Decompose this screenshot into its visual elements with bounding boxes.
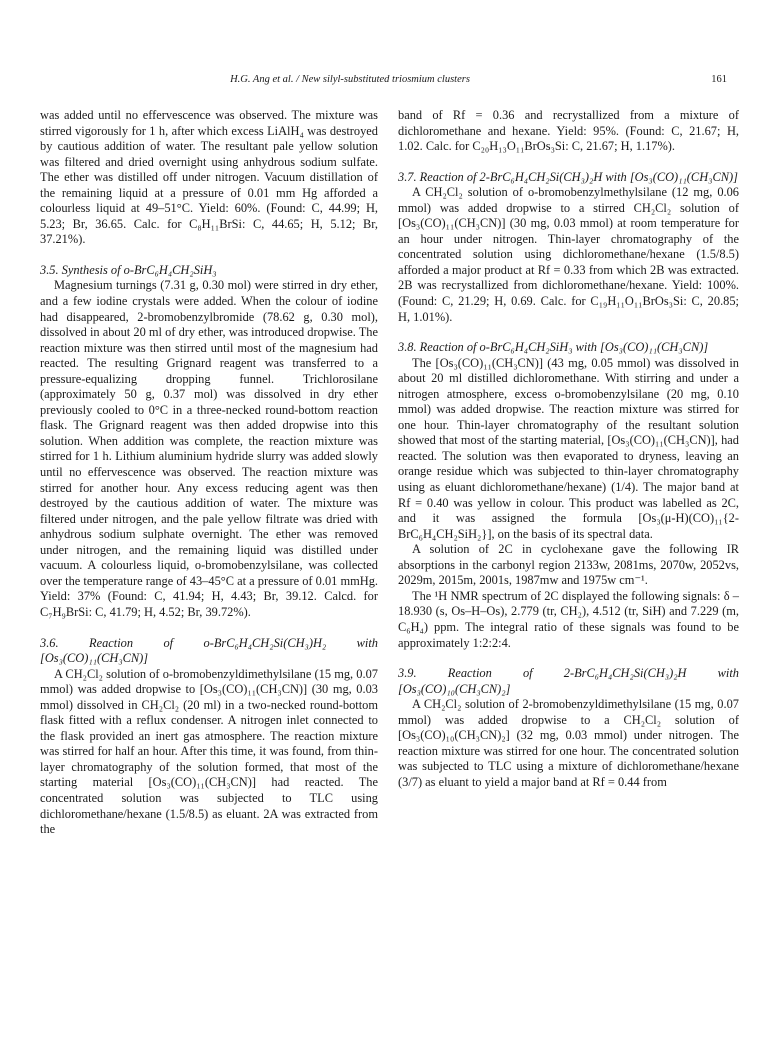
page-header xyxy=(0,74,779,90)
paragraph-continuation: was added until no effervescence was observed. The mixture was stirred vigorously for 1 h, after which excess LiAlH₄ was destroyed by cautious addition of water. The resultant pale yellow solution was filtered and dried overnight using anhydrous sodium sulfate. The ether was distilled off under nitrogen. Vacuum distillation of the remaining liquid at a pressure of 0.01 mm Hg afforded a colourless liquid at 49–51°C. Yield: 60%. (Found: C, 44.99; H, 5.23; Br, 36.65. Calc. for C₈H₁₁BrSi: C, 44.65; H, 5.12; Br, 37.21%). xyxy=(40,108,378,247)
left-column xyxy=(40,108,378,838)
right-column xyxy=(398,108,739,790)
page-number: 161 xyxy=(711,74,727,85)
section-3-8-title: 3.8. Reaction of o-BrC₆H₄CH₂SiH₃ with [Os₃(CO)₁₁(CH₃CN)] xyxy=(398,340,709,355)
section-3-5-title: 3.5. Synthesis of o-BrC₆H₄CH₂SiH₃ xyxy=(40,262,217,277)
running-head: H.G. Ang et al. / New silyl-substituted triosmium clusters xyxy=(230,74,470,85)
section-3-5-body: Magnesium turnings (7.31 g, 0.30 mol) were stirred in dry ether, and a few iodine crystals were added. When the colour of iodine had disappeared, 2-bromobenzylbromide (78.62 g, 0.30 mol), dissolved in about 20 ml of dry ether, was introduced dropwise. The reaction mixture was then stirred until most of the magnesium had reacted. The resulting Grignard reagent was transferred to a pressure-equalizing dropping funnel. Trichlorosilane (approximately 50 g, 0.37 mol) was dissolved in dry ether previously cooled to 0°C in a three-necked round-bottom reaction flask. The Grignard reagent was then added dropwise into this solution. When addition was complete, the reaction mixture was stirred for 1 h. Lithium aluminium hydride slurry was added slowly until no effervescence was observed. The reaction mixture was stirred for another hour. Any excess reducing agent was then destroyed by the cautious addition of water. The mixture was filtered under nitrogen, and the pale yellow filtrate was dried with anhydrous sodium sulphate overnight. The ether was removed under nitrogen, and the remaining liquid was distilled under vacuum. A colourless liquid, o-bromobenzylsilane, was collected over the temperature range of 43–45°C at a pressure of 0.01 mmHg. Yield: 37% (Found: C, 41.94; H, 4.43; Br, 39.12. Calcd. for C₇H₉BrSi: C, 41.79; H, 4.52; Br, 39.72%). xyxy=(40,278,378,619)
section-3-6-title: 3.6. Reaction of o-BrC₆H₄CH₂Si(CH₃)H₂ with [Os₃(CO)₁₁(CH₃CN)] xyxy=(40,635,378,666)
section-3-9-title: 3.9. Reaction of 2-BrC₆H₄CH₂Si(CH₃)₂H with [Os₃(CO)₁₀(CH₃CN)₂] xyxy=(398,666,739,696)
section-3-7-body: A CH₂Cl₂ solution of o-bromobenzylmethylsilane (12 mg, 0.06 mmol) was added dropwise to a stirred CH₂Cl₂ solution of [Os₃(CO)₁₁(CH₃CN)] (30 mg, 0.03 mmol) at room temperature for an hour under nitrogen. Thin-layer chromatography of the concentrated solution using dichloromethane/hexane (1.5/8.5) afforded a major product at Rf = 0.33 from which 2B was extracted. 2B was recrystallized from dichloromethane/hexane. Yield: 100%. (Found: C, 21.29; H, 0.69. Calc. for C₁₉H₁₁O₁₁BrOs₃Si: C, 20.85; H, 1.01%). xyxy=(398,185,739,324)
section-3-8-body-1: The [Os₃(CO)₁₁(CH₃CN)] (43 mg, 0.05 mmol) was dissolved in about 20 ml distilled dichloromethane. With stirring and under a nitrogen atmosphere, excess o-bromobenzylsilane (20 mg, 0.10 mmol) was added dropwise. The reaction mixture was stirred for one hour. Thin-layer chromatography of the resultant solution showed that most of the starting material, [Os₃(CO)₁₁(CH₃CN)], had reacted. The solution was then evaporated to dryness, leaving an orange residue which was subjected to thin-layer chromatography using as eluant dichloromethane/hexane) (1/4). The major band at Rf = 0.40 was yellow in colour. This product was labelled as 2C, and it was assigned the formula [Os₃(μ-H)(CO)₁₁{2-BrC₆H₄CH₂SiH₂}], on the basis of its spectral data. xyxy=(398,355,739,541)
section-3-9-body: A CH₂Cl₂ solution of 2-bromobenzyldimethylsilane (15 mg, 0.07 mmol) was added dropwise to a CH₂Cl₂ solution of [Os₃(CO)₁₀(CH₃CN)₂] (32 mg, 0.03 mmol) under nitrogen. The reaction mixture was stirred for one hour. The concentrated solution was subjected to TLC using a mixture of dichloromethane/hexane (3/7) as eluant to yield a major band at Rf = 0.44 from xyxy=(398,697,739,789)
section-3-8-body-3: The ¹H NMR spectrum of 2C displayed the following signals: δ – 18.930 (s, Os–H–Os), 2.779 (tr, CH₂), 4.512 (tr, SiH) and 7.229 (m, C₆H₄) ppm. The integral ratio of these signals was found to be approximately 1:2:2:4. xyxy=(398,588,739,650)
section-3-7-title: 3.7. Reaction of 2-BrC₆H₄CH₂Si(CH₃)₂H with [Os₃(CO)₁₁(CH₃CN)] xyxy=(398,169,738,184)
section-3-8-body-2: A solution of 2C in cyclohexane gave the following IR absorptions in the carbonyl region 2133w, 2081ms, 2070w, 2052vs, 2029m, 2015m, 2001s, 1987mw and 1975w cm⁻¹. xyxy=(398,542,739,588)
section-3-6-body: A CH₂Cl₂ solution of o-bromobenzyldimethylsilane (15 mg, 0.07 mmol) was added dropwise to [Os₃(CO)₁₁(CH₃CN)] (30 mg, 0.03 mmol) dissolved in CH₂Cl₂ (20 ml) in a two-necked round-bottom flask fitted with a reflux condenser. A nitrogen inlet connected to the flask provided an inert gas atmosphere. The reaction mixture was stirred for half an hour. After this time, it was found, from thin-layer chromatography of the solution formed, that most of the starting material [Os₃(CO)₁₁(CH₃CN)] had reacted. The concentrated solution was subjected to TLC using dichloromethane/hexane (1.5/8.5) as eluant. 2A was extracted from the xyxy=(40,666,378,837)
paragraph-continuation-right: band of Rf = 0.36 and recrystallized from a mixture of dichloromethane and hexane. Yield: 95%. (Found: C, 21.67; H, 1.02. Calc. for C₂₀H₁₃O₁₁BrOs₃Si: C, 21.67; H, 1.17%). xyxy=(398,108,739,154)
